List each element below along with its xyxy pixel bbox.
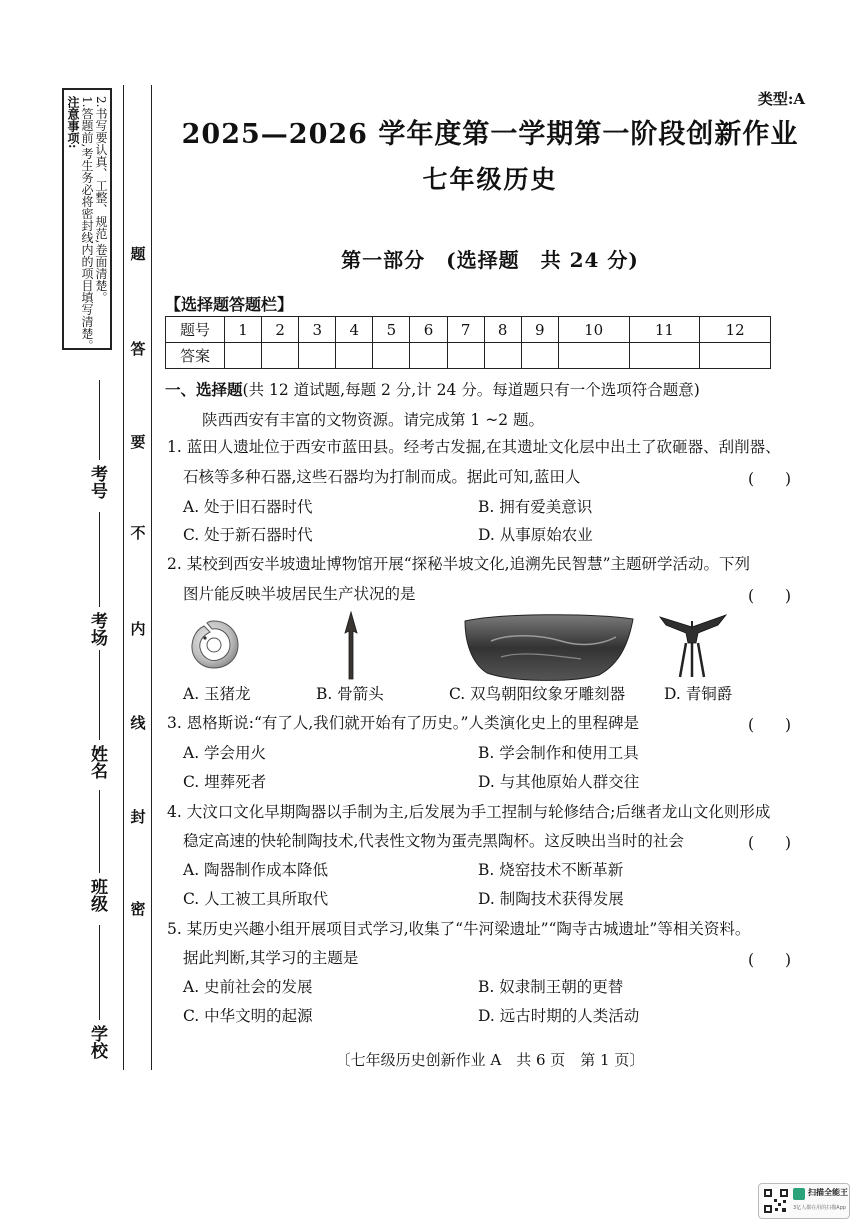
answer-cell[interactable]	[558, 343, 629, 369]
seal-char-bu: 不	[130, 524, 146, 542]
notice-line-1: 1.答题前,考生务必将密封线内的项目填写清楚。	[80, 96, 94, 352]
answer-cell[interactable]	[299, 343, 336, 369]
scanner-watermark	[758, 1183, 850, 1219]
q1-answer-paren[interactable]: ( )	[748, 470, 792, 488]
answer-table	[165, 316, 771, 369]
bronze-jue-image	[658, 611, 728, 681]
answer-cell[interactable]	[262, 343, 299, 369]
q4-stem-line-1: 4. 大汶口文化早期陶器以手制为主,后发展为手工捏制与轮修结合;后继者龙山文化则形成	[167, 803, 771, 821]
q5-option-a: A. 史前社会的发展	[183, 978, 313, 996]
field-label-kaochang: 考场	[87, 612, 107, 646]
bone-arrowhead-image	[341, 611, 361, 681]
q3-option-c: C. 埋葬死者	[183, 773, 267, 791]
question-number: 6	[410, 317, 447, 343]
section-heading-label: 一、选择题	[165, 380, 243, 399]
jade-pig-dragon-image	[188, 618, 240, 670]
q2-option-a: A. 玉猪龙	[183, 685, 251, 703]
q3-option-d: D. 与其他原始人群交往	[478, 773, 640, 791]
seal-char-ti: 题	[130, 245, 146, 263]
seal-line-left	[123, 85, 124, 1070]
cs-logo-icon	[793, 1188, 805, 1200]
field-label-xingming: 姓名	[87, 745, 107, 779]
question-number: 5	[373, 317, 410, 343]
number-row-label: 题号	[166, 317, 225, 343]
exam-title: 2025—2026 学年度第一学期第一阶段创新作业	[181, 119, 799, 150]
answer-table-answer-row	[166, 343, 771, 369]
q5-option-c: C. 中华文明的起源	[183, 1007, 313, 1025]
answer-cell[interactable]	[521, 343, 558, 369]
q5-answer-paren[interactable]: ( )	[748, 951, 792, 969]
answer-cell[interactable]	[629, 343, 700, 369]
question-number: 2	[262, 317, 299, 343]
field-label-banji: 班级	[87, 878, 107, 912]
scanner-caption: 3亿人都在用的扫描App	[793, 1205, 846, 1211]
ivory-carving-image	[461, 611, 637, 683]
section-intro: 陕西西安有丰富的文物资源。请完成第 1 ~2 题。	[202, 411, 544, 429]
notice-box	[62, 88, 112, 350]
q1-option-a: A. 处于旧石器时代	[183, 498, 313, 516]
question-number: 12	[700, 317, 771, 343]
question-number: 8	[484, 317, 521, 343]
scanner-app-name: 扫描全能王	[808, 1188, 848, 1197]
paper-type-label: 类型:A	[757, 90, 805, 108]
answer-cell[interactable]	[225, 343, 262, 369]
q1-option-d: D. 从事原始农业	[478, 526, 593, 544]
field-line-xingming[interactable]	[99, 650, 100, 740]
question-number: 9	[521, 317, 558, 343]
field-label-xuexiao: 学校	[87, 1025, 107, 1059]
question-number: 4	[336, 317, 373, 343]
notice-line-2: 2.书写要认真、工整、规范,卷面清楚。	[94, 96, 108, 304]
q4-answer-paren[interactable]: ( )	[748, 834, 792, 852]
part-one-title: 第一部分 (选择题 共 24 分)	[341, 248, 639, 272]
section-heading	[165, 380, 700, 400]
seal-char-da: 答	[130, 340, 146, 358]
answer-cell[interactable]	[484, 343, 521, 369]
answer-table-number-row	[166, 317, 771, 343]
answer-cell[interactable]	[410, 343, 447, 369]
q4-option-b: B. 烧窑技术不断革新	[478, 861, 624, 879]
q3-option-b: B. 学会制作和使用工具	[478, 744, 639, 762]
q1-stem-line-1: 1. 蓝田人遗址位于西安市蓝田县。经考古发掘,在其遗址文化层中出土了砍砸器、刮削器、	[167, 438, 781, 456]
q4-option-a: A. 陶器制作成本降低	[183, 861, 329, 879]
answer-cell[interactable]	[700, 343, 771, 369]
field-label-kaohao: 考号	[87, 465, 107, 499]
notice-title: 注意事项:	[66, 96, 80, 149]
seal-line-right	[151, 85, 152, 1070]
q2-option-c: C. 双鸟朝阳纹象牙雕刻器	[449, 685, 626, 703]
q1-stem-line-2: 石核等多种石器,这些石器均为打制而成。据此可知,蓝田人	[183, 468, 581, 486]
question-number: 3	[299, 317, 336, 343]
q2-stem-line-2: 图片能反映半坡居民生产状况的是	[183, 585, 416, 603]
question-number: 7	[447, 317, 484, 343]
field-line-kaochang[interactable]	[99, 512, 100, 607]
section-heading-rest: (共 12 道试题,每题 2 分,计 24 分。每道题只有一个选项符合题意)	[242, 381, 700, 399]
q2-answer-paren[interactable]: ( )	[748, 587, 792, 605]
q4-option-d: D. 制陶技术获得发展	[478, 890, 624, 908]
exam-subtitle: 七年级历史	[422, 165, 558, 194]
field-line-kaohao[interactable]	[99, 380, 100, 460]
q2-option-d: D. 青铜爵	[664, 685, 733, 703]
q2-stem-line-1: 2. 某校到西安半坡遗址博物馆开展“探秘半坡文化,追溯先民智慧”主题研学活动。下列	[167, 555, 750, 573]
seal-char-feng: 封	[130, 808, 146, 826]
page-footer: 〔七年级历史创新作业 A 共 6 页 第 1 页〕	[335, 1051, 645, 1069]
answer-table-label: 【选择题答题栏】	[165, 295, 294, 314]
q3-option-a: A. 学会用火	[183, 744, 267, 762]
field-line-xuexiao[interactable]	[99, 925, 100, 1020]
q3-stem-line-1: 3. 恩格斯说:“有了人,我们就开始有了历史。”人类演化史上的里程碑是	[167, 714, 639, 732]
q5-stem-line-2: 据此判断,其学习的主题是	[183, 949, 359, 967]
q5-stem-line-1: 5. 某历史兴趣小组开展项目式学习,收集了“牛河梁遗址”“陶寺古城遗址”等相关资料。	[167, 920, 751, 938]
q5-option-d: D. 远古时期的人类活动	[478, 1007, 640, 1025]
q2-option-b: B. 骨箭头	[316, 685, 384, 703]
q1-option-c: C. 处于新石器时代	[183, 526, 313, 544]
seal-char-nei: 内	[130, 620, 146, 638]
q3-answer-paren[interactable]: ( )	[748, 716, 792, 734]
q1-option-b: B. 拥有爱美意识	[478, 498, 593, 516]
seal-char-mi: 密	[130, 900, 146, 918]
answer-cell[interactable]	[447, 343, 484, 369]
question-number: 10	[558, 317, 629, 343]
answer-cell[interactable]	[373, 343, 410, 369]
question-number: 11	[629, 317, 700, 343]
q4-stem-line-2: 稳定高速的快轮制陶技术,代表性文物为蛋壳黑陶杯。这反映出当时的社会	[183, 832, 684, 850]
q5-option-b: B. 奴隶制王朝的更替	[478, 978, 624, 996]
field-line-banji[interactable]	[99, 790, 100, 873]
qr-code-icon	[763, 1188, 789, 1214]
q4-option-c: C. 人工被工具所取代	[183, 890, 329, 908]
question-number: 1	[225, 317, 262, 343]
answer-cell[interactable]	[336, 343, 373, 369]
seal-char-yao: 要	[130, 433, 146, 451]
answer-row-label: 答案	[166, 343, 225, 369]
seal-char-xian: 线	[130, 714, 146, 732]
